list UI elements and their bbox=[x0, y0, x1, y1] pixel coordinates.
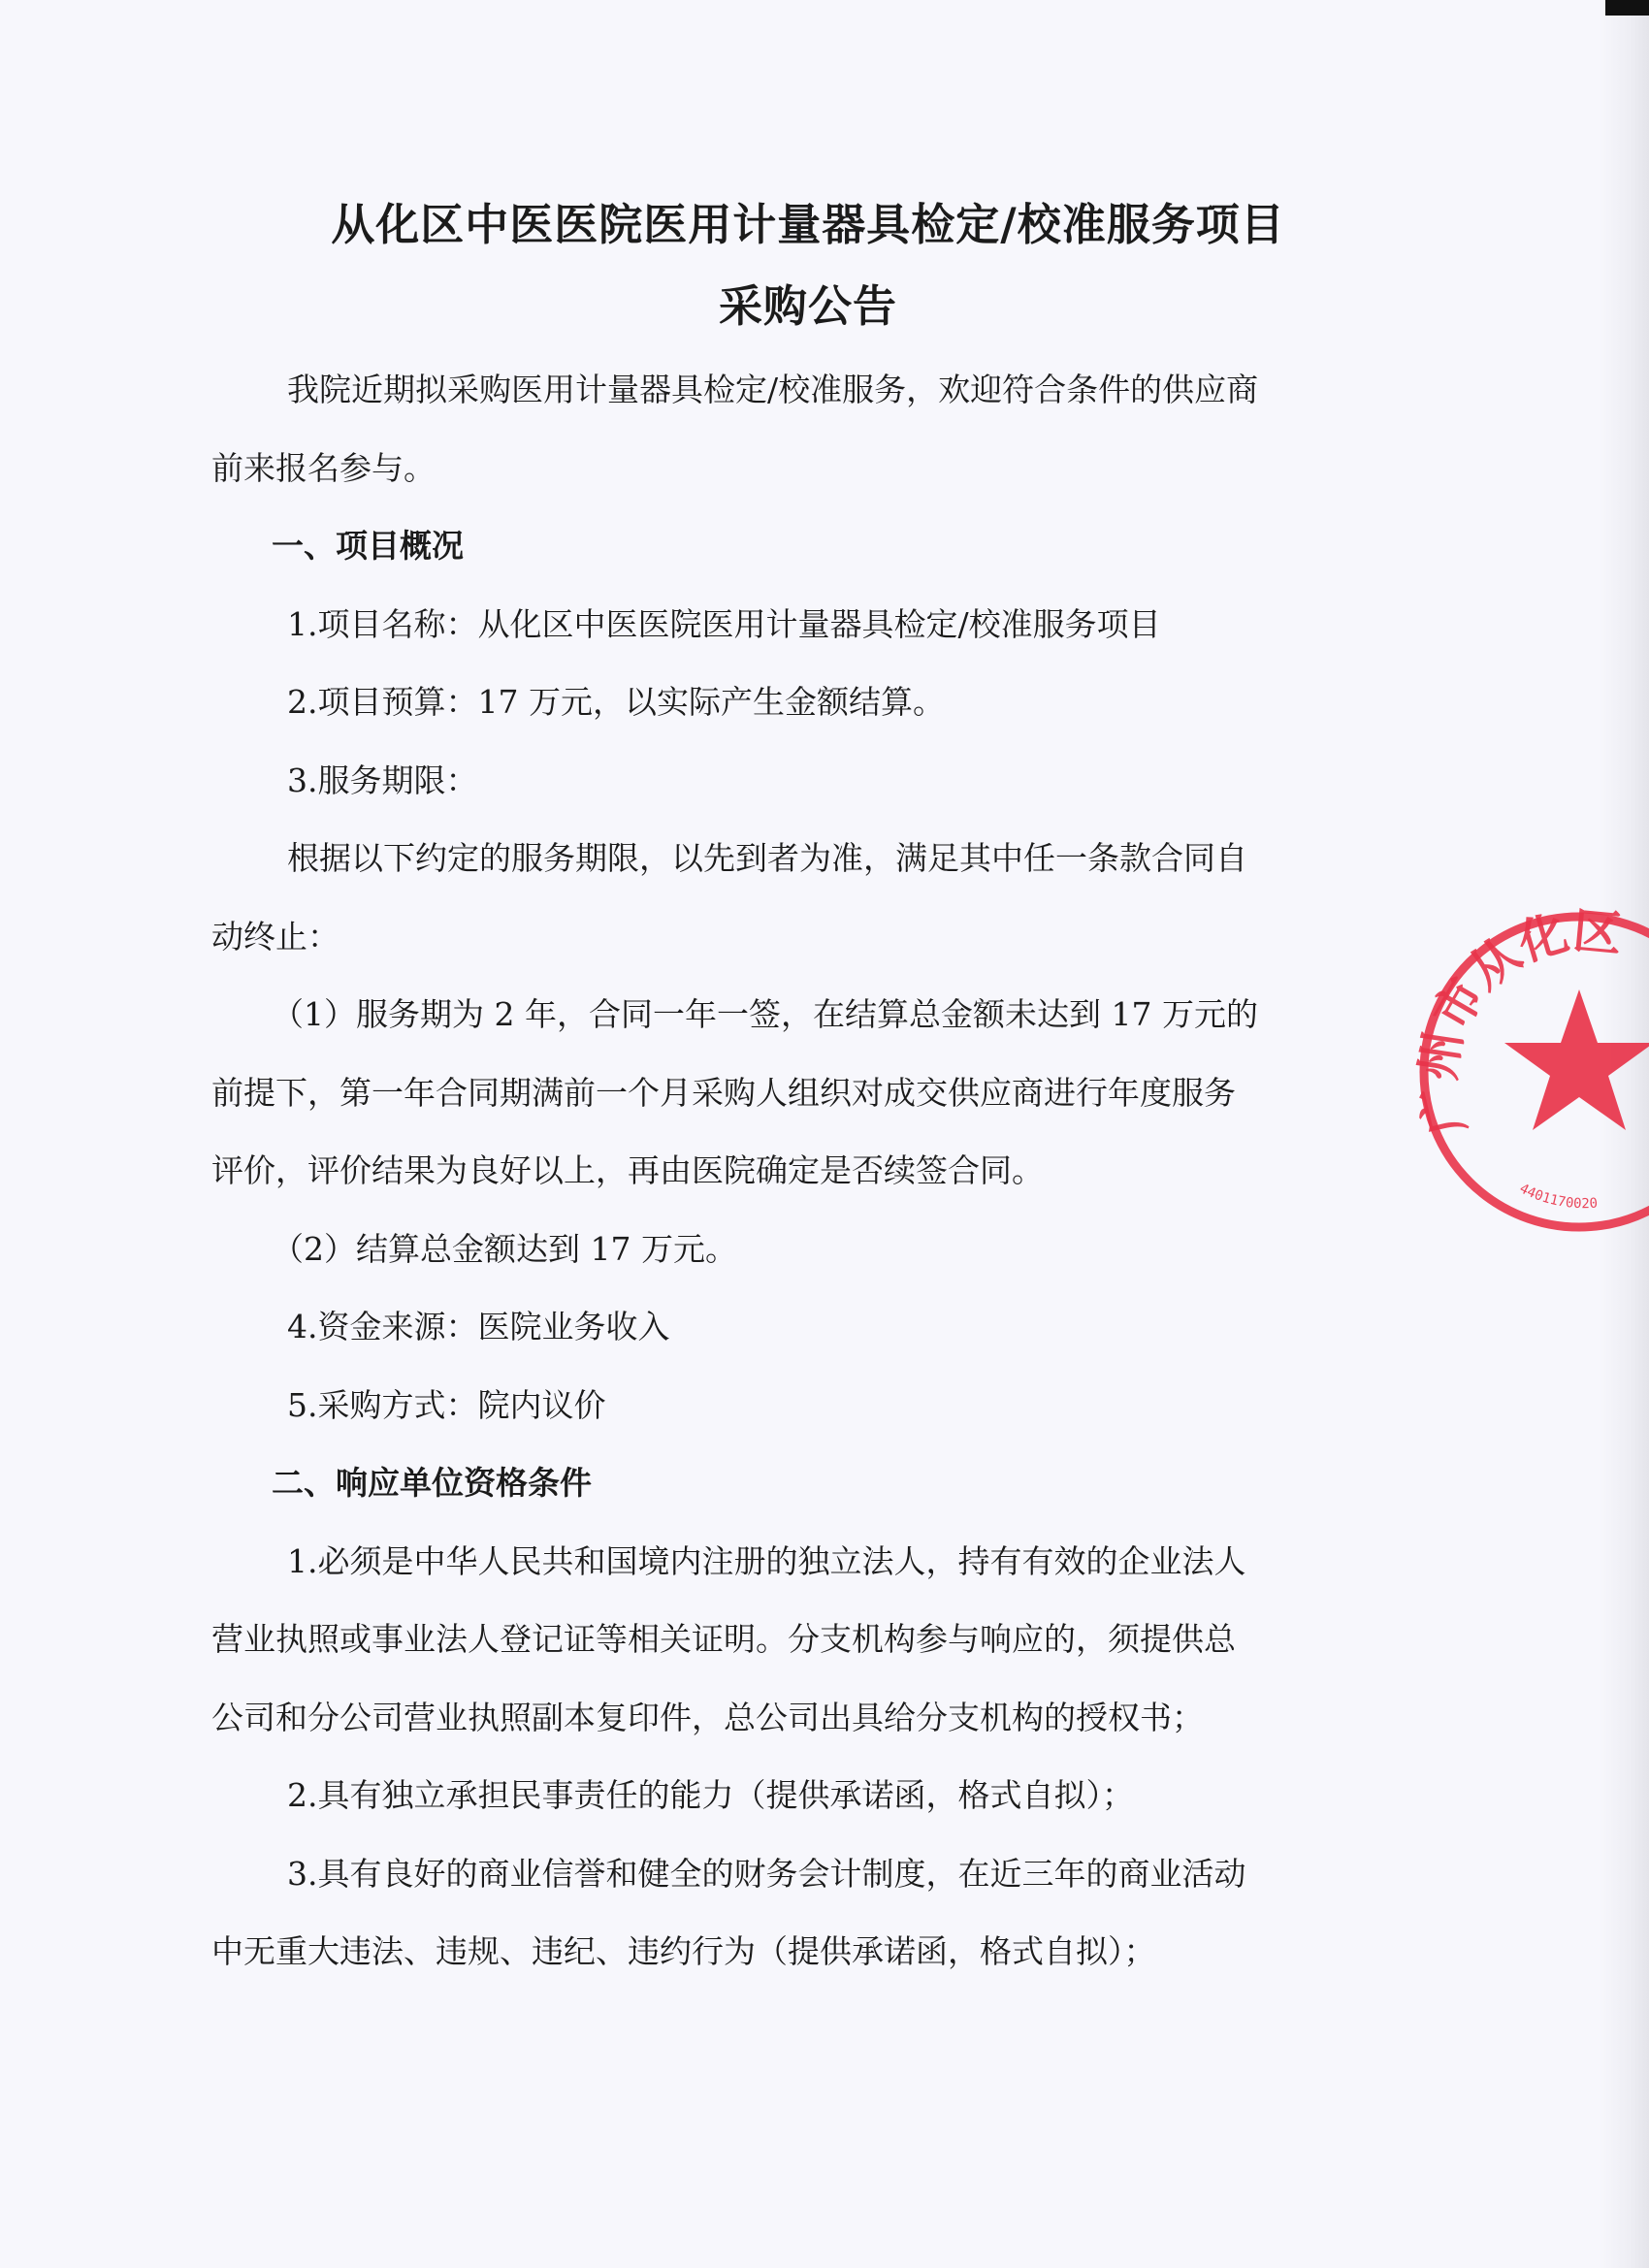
requirement3-line2: 中无重大违法、违规、违纪、违约行为（提供承诺函，格式自拟）； bbox=[211, 1932, 1156, 1970]
seal-number-path: 4401170020 bbox=[1516, 1181, 1599, 1213]
project-budget: 2.项目预算：17 万元，以实际产生金额结算。 bbox=[287, 683, 945, 721]
seal-star-icon bbox=[1504, 989, 1649, 1130]
funding-source: 4.资金来源：医院业务收入 bbox=[287, 1308, 670, 1345]
project-name: 1.项目名称：从化区中医医院医用计量器具检定/校准服务项目 bbox=[287, 604, 1161, 643]
section2-heading: 二、响应单位资格条件 bbox=[272, 1464, 592, 1502]
official-seal bbox=[1405, 897, 1649, 1247]
clause1-line2: 前提下，第一年合同期满前一个月采购人组织对成交供应商进行年度服务 bbox=[211, 1073, 1236, 1112]
requirement1-line2: 营业执照或事业法人登记证等相关证明。分支机构参与响应的，须提供总 bbox=[211, 1620, 1236, 1658]
document-title-line2: 采购公告 bbox=[718, 280, 897, 332]
service-term-line1: 根据以下约定的服务期限，以先到者为准，满足其中任一条款合同自 bbox=[287, 839, 1247, 877]
seal-number bbox=[1517, 1181, 1599, 1212]
section1-heading: 一、项目概况 bbox=[272, 527, 464, 565]
intro-paragraph-line2: 前来报名参与。 bbox=[211, 448, 436, 487]
document-title-line1: 从化区中医医院医用计量器具检定/校准服务项目 bbox=[331, 199, 1285, 250]
clause1-line3: 评价，评价结果为良好以上，再由医院确定是否续签合同。 bbox=[211, 1151, 1044, 1189]
requirement1-line3: 公司和分公司营业执照副本复印件，总公司出具给分支机构的授权书； bbox=[211, 1698, 1204, 1736]
requirement3-line1: 3.具有良好的商业信誉和健全的财务会计制度，在近三年的商业活动 bbox=[287, 1854, 1246, 1893]
procurement-method: 5.采购方式：院内议价 bbox=[287, 1385, 606, 1424]
clause2: （2）结算总金额达到 17 万元。 bbox=[272, 1229, 737, 1268]
document-body bbox=[211, 184, 1424, 1992]
requirement2: 2.具有独立承担民事责任的能力（提供承诺函，格式自拟）； bbox=[287, 1776, 1134, 1814]
scan-corner-mark bbox=[1605, 0, 1649, 16]
seal-text-path: 广州市从化区 bbox=[1409, 902, 1625, 1141]
service-term-label: 3.服务期限： bbox=[287, 761, 478, 799]
clause1-line1: （1）服务期为 2 年，合同一年一签，在结算总金额未达到 17 万元的 bbox=[272, 995, 1258, 1033]
service-term-line2: 动终止： bbox=[211, 917, 340, 956]
intro-paragraph-line1: 我院近期拟采购医用计量器具检定/校准服务，欢迎符合条件的供应商 bbox=[287, 371, 1259, 408]
requirement1-line1: 1.必须是中华人民共和国境内注册的独立法人，持有有效的企业法人 bbox=[287, 1541, 1246, 1580]
